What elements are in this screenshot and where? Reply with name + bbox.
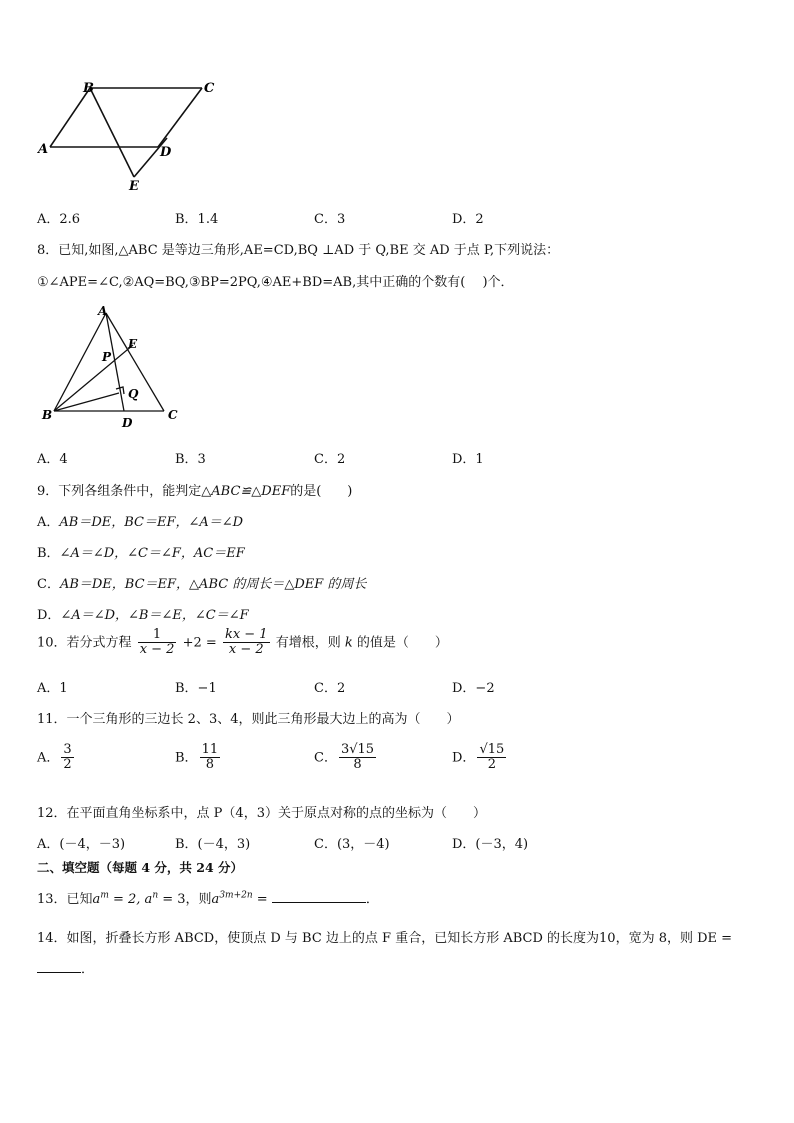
q9-stem-c: 的是( ) — [290, 484, 353, 499]
q13-end: ． — [365, 892, 379, 907]
q10-k: k — [344, 635, 353, 651]
label-A: A — [98, 304, 108, 318]
q12-option-d: D．(－3，4) — [452, 837, 529, 852]
q12-option-b: B．(－4，3) — [175, 837, 251, 852]
q10-frac2-num: kx − 1 — [224, 627, 268, 642]
q13-exp-m: m — [100, 890, 109, 901]
q8-line1: 8．已知,如图,△ABC 是等边三角形,AE=CD,BQ ⊥AD 于 Q,BE 交 AD 于点 P,下列说法： — [37, 243, 560, 258]
q12-stem: 12．在平面直角坐标系中，点 P（4，3）关于原点对称的点的坐标为（ ） — [37, 806, 486, 821]
figure-parallelogram — [30, 75, 230, 195]
q9-option-d-prefix: D． — [37, 608, 61, 623]
q11-option-b-den: 8 — [205, 757, 214, 773]
q11-stem: 11．一个三角形的三边长 2、3、4，则此三角形最大边上的高为（ ） — [37, 712, 460, 727]
q8-option-c: C．2 — [314, 452, 346, 467]
q11-option-a-den: 2 — [63, 757, 72, 773]
label-D: D — [122, 416, 133, 430]
q13-cond-end: = 3，则 — [158, 892, 212, 907]
q10-option-a: A．1 — [37, 681, 68, 696]
q11-option-d-prefix: D． — [452, 750, 476, 766]
q10-frac2-den: x − 2 — [228, 642, 264, 658]
q13-target: a — [211, 892, 220, 907]
q10-option-d: D．−2 — [452, 681, 495, 696]
q11-option-a — [37, 743, 76, 773]
q9-option-b-prefix: B． — [37, 546, 60, 561]
q11-option-c-den: 8 — [353, 757, 362, 773]
q11-option-d — [452, 743, 508, 773]
q14-answer-blank[interactable] — [37, 960, 81, 973]
q10-frac1-den: x − 2 — [139, 642, 175, 658]
q7-option-d: D．2 — [452, 212, 484, 227]
label-D: D — [160, 145, 172, 160]
q13-exp-target: 3m+2n — [219, 890, 253, 901]
label-B: B — [42, 408, 53, 422]
q10-frac1-num: 1 — [138, 628, 177, 643]
q11-option-c — [314, 743, 378, 773]
q8-option-a: A．4 — [37, 452, 68, 467]
q11-option-c-num: 3√15 — [340, 742, 375, 757]
q10-option-b: B．−1 — [175, 681, 217, 696]
label-E: E — [128, 337, 138, 351]
q10-prefix: 10．若分式方程 — [37, 635, 132, 651]
label-C: C — [204, 81, 215, 96]
q7-option-b: B．1.4 — [175, 212, 219, 227]
q10-fraction-1 — [138, 628, 177, 658]
q9-option-b — [37, 542, 245, 561]
q7-option-c: C．3 — [314, 212, 346, 227]
q9-option-d — [37, 604, 249, 623]
q13-stem — [37, 888, 379, 907]
q9-stem-b: △ABC≌△DEF — [201, 484, 291, 499]
q11-option-a-prefix: A． — [37, 750, 60, 766]
q12-option-c: C．(3，－4) — [314, 837, 390, 852]
label-Q: Q — [128, 387, 139, 401]
label-C: C — [168, 408, 178, 422]
q9-option-a — [37, 511, 243, 530]
q8-option-d: D．1 — [452, 452, 484, 467]
q13-exp-n: n — [152, 890, 159, 901]
q9-option-c — [37, 573, 366, 592]
q10-suffix-b: 的值是（ ） — [356, 635, 448, 651]
figure-triangle — [36, 303, 186, 431]
q11-option-b — [175, 743, 222, 773]
q9-option-b-text: ∠A＝∠D，∠C＝∠F，AC＝EF — [59, 546, 245, 561]
q11-option-d-num: √15 — [479, 742, 505, 757]
q11-option-b-num: 11 — [201, 742, 219, 757]
section-heading: 二、填空题（每题 4 分，共 24 分） — [37, 860, 244, 875]
q11-option-a-num: 3 — [63, 742, 72, 757]
q14-line2 — [37, 958, 94, 977]
q13-equals: = — [252, 892, 268, 907]
q12-option-a: A．(－4，－3) — [37, 837, 126, 852]
q13-cond-mid: = 2, a — [108, 892, 153, 907]
q11-option-b-prefix: B． — [175, 750, 198, 766]
label-E: E — [129, 179, 139, 194]
label-B: B — [83, 81, 94, 96]
q9-option-c-text: AB＝DE，BC＝EF，△ABC 的周长＝△DEF 的周长 — [59, 577, 367, 592]
q11-option-c-prefix: C． — [314, 750, 337, 766]
q8-line2: ①∠APE=∠C,②AQ=BQ,③BP=2PQ,④AE+BD=AB,其中正确的个数有( )个． — [37, 275, 514, 290]
q10-option-c: C．2 — [314, 681, 346, 696]
q13-answer-blank[interactable] — [272, 902, 366, 903]
q11-option-d-den: 2 — [487, 757, 496, 773]
q7-option-a: A．2.6 — [37, 212, 81, 227]
q9-option-d-text: ∠A＝∠D，∠B＝∠E，∠C＝∠F — [60, 608, 249, 623]
label-A: A — [38, 142, 49, 157]
q14-line1: 14．如图，折叠长方形 ABCD，使顶点 D 与 BC 边上的点 F 重合，已知长方形 ABCD 的长度为10，宽为 8，则 DE = — [37, 931, 733, 946]
q9-stem — [37, 480, 352, 499]
q10-suffix-a: 有增根，则 — [275, 635, 341, 651]
q10-plus: +2 = — [182, 635, 217, 651]
q10-stem — [37, 628, 448, 658]
q14-end: ． — [81, 962, 95, 977]
q8-option-b: B．3 — [175, 452, 206, 467]
label-P: P — [102, 350, 112, 364]
q9-stem-a: 9．下列各组条件中，能判定 — [37, 484, 202, 499]
q13-base-a: a — [92, 892, 101, 907]
q9-option-a-prefix: A． — [37, 515, 60, 530]
q10-fraction-2 — [223, 628, 270, 658]
q9-option-a-text: AB＝DE，BC＝EF，∠A＝∠D — [59, 515, 244, 530]
q9-option-c-prefix: C． — [37, 577, 60, 592]
q13-prefix: 13．已知 — [37, 892, 93, 907]
